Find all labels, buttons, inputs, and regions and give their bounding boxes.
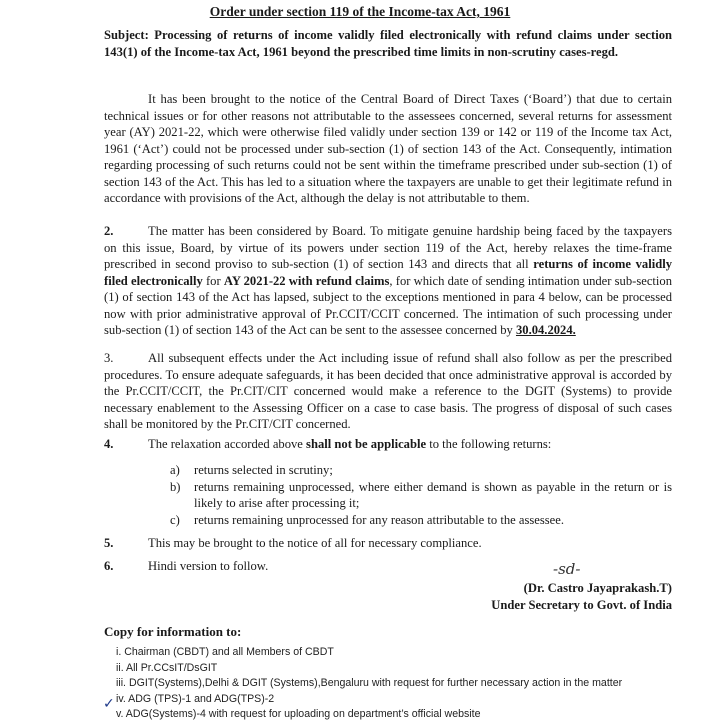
signer-designation: Under Secretary to Govt. of India	[491, 598, 672, 612]
list-item: iii. DGIT(Systems),Delhi & DGIT (Systems),Bengaluru with request for further necessary action in the matter	[116, 677, 623, 689]
checkmark-icon: ✓	[103, 696, 115, 712]
paragraph-6-number: 6.	[104, 559, 114, 573]
paragraph-3	[104, 350, 672, 433]
list-item	[170, 512, 672, 529]
paragraph-2-text-a: The matter has been considered by Board. To mitigate genuine hardship being faced by the taxpayers on this issue, Board, by virtue of its powers under section 119 of the Act, hereby relaxes the time-frame prescribed in second proviso to sub-section (1) of section 143 and directs that all	[104, 224, 672, 271]
list-item-label: c)	[170, 512, 180, 527]
paragraph-3-text: All subsequent effects under the Act including issue of refund shall also follow as per the prescribed procedures. To ensure adequate safeguards, it has been decided that once administrative approval is accorded by the Pr.CCIT/CCIT, the Pr.CIT/CIT concerned would make a reference to the DGIT (Systems) to provide necessary enablement to the Assessing Officer on a case to case basis. The progress of disposal of such cases shall be monitored by the Pr.CIT/CIT concerned.	[104, 351, 672, 431]
exceptions-list	[170, 462, 672, 528]
signature-mark: -sd-	[553, 560, 581, 578]
paragraph-2-number: 2.	[104, 224, 114, 238]
paragraph-2	[104, 223, 672, 339]
list-item: v. ADG(Systems)-4 with request for uploading on department’s official website	[116, 708, 481, 720]
paragraph-5-number: 5.	[104, 536, 114, 550]
list-item-text: returns selected in scrutiny;	[194, 463, 333, 477]
list-item: iv. ADG (TPS)-1 and ADG(TPS)-2	[116, 692, 275, 705]
order-title: Order under section 119 of the Income-tax Act, 1961	[209, 4, 511, 19]
list-item-text: returns remaining unprocessed for any reason attributable to the assessee.	[194, 512, 564, 527]
list-item-label: a)	[170, 463, 180, 477]
copy-heading: Copy for information to:	[104, 624, 242, 639]
paragraph-4-bold: shall not be applicable	[306, 437, 427, 451]
paragraph-4-number: 4.	[104, 437, 114, 451]
paragraph-6	[104, 558, 672, 575]
list-item: i. Chairman (CBDT) and all Members of CBDT	[116, 646, 334, 658]
paragraph-2-text-c: for	[202, 273, 224, 288]
paragraph-1-text: It has been brought to the notice of the Central Board of Direct Taxes (‘Board’) that due to certain technical issues or for other reasons not attributable to the assessees concerned, several returns for assessment year (AY) 2021-22, which were otherwise filed validly under section 139 or 142 or 119 of the Income tax Act, 1961 (‘Act’) could not be processed under sub-section (1) of section 143 of the Act. Consequently, intimation regarding processing of such returns could not be sent within the timeframe prescribed under sub-section (1) of section 143 of the Act. This has led to a situation where the taxpayers are unable to get their legitimate refund in accordance with provisions of the Act, although the delay is not attributable to them.	[104, 92, 672, 205]
subject-line: Subject: Processing of returns of income validly filed electronically with refund claims under section 143(1) of the Income-tax Act, 1961 beyond the prescribed time limits in non-scrutiny cases-regd.	[104, 28, 672, 59]
list-item	[170, 462, 672, 479]
paragraph-2-deadline: 30.04.2024.	[515, 323, 576, 337]
paragraph-3-number: 3.	[104, 351, 114, 365]
paragraph-4-text-a: The relaxation accorded above	[148, 437, 307, 451]
list-item: ii. All Pr.CCsIT/DsGIT	[116, 661, 218, 674]
list-item-label: b)	[170, 479, 181, 494]
signature-block	[491, 580, 672, 614]
paragraph-2-text-e: , for which date of sending intimation under sub-section (1) of section 143 of the Act has lapsed, subject to the exceptions mentioned in para 4 below, can be processed now with prior administrative approval of Pr.CCIT/CCIT concerned. The intimation of such processing under sub-section (1) of section 143 of the Act can be sent to the assessee concerned by	[104, 273, 672, 337]
paragraph-5	[104, 535, 672, 552]
paragraph-5-text: This may be brought to the notice of all for necessary compliance.	[148, 536, 482, 550]
paragraph-4-text-c: to the following returns:	[426, 437, 552, 451]
paragraph-1	[104, 91, 672, 207]
list-item	[170, 479, 672, 512]
copy-list	[116, 645, 622, 723]
paragraph-2-bold-ay: AY 2021-22 with refund claims	[223, 273, 390, 288]
paragraph-6-text: Hindi version to follow.	[148, 559, 269, 573]
signer-name: (Dr. Castro Jayaprakash.T)	[523, 581, 672, 595]
list-item-text: returns remaining unprocessed, where either demand is shown as payable in the return or is likely to arise after processing it;	[194, 479, 672, 510]
paragraph-4	[104, 436, 672, 453]
paragraph-2-bold-returns: returns of income validly filed electronically	[104, 257, 672, 288]
